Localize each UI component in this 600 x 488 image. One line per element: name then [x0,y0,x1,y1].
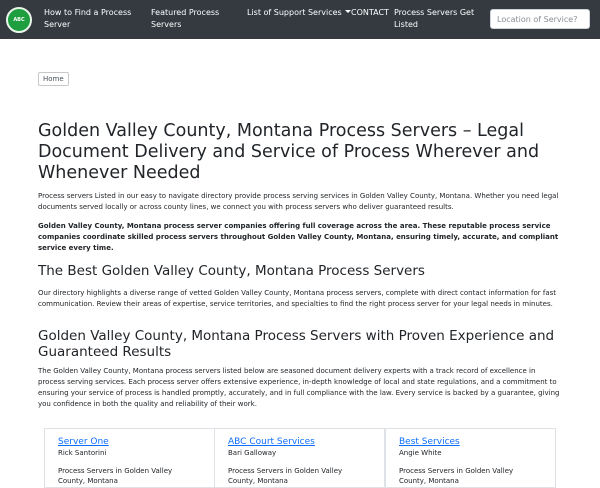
navbar [0,0,600,39]
directory-paragraph: Our directory highlights a diverse range of vetted Golden Valley County, Montana process servers, complete with direct contact information for fast communication. Review their areas of expertise, service territories, and specialties to find the right process server for your legal needs in minutes. [38,289,557,308]
breadcrumb-home[interactable]: Home [38,72,69,86]
bold-intro-paragraph: Golden Valley County, Montana process server companies offering full coverage across the area. These reputable process service companies coordinate skilled process servers throughout Golden Valley County, Montana, ensuring timely, accurate, and compliant service every time. [38,222,559,252]
intro-paragraph: Process servers Listed in our easy to navigate directory provide process serving services in Golden Valley County, Montana. Whether you need legal documents served locally or across county lines, we connect you with process servers who deliver guaranteed results. [38,192,559,211]
best-servers-heading: The Best Golden Valley County, Montana Process Servers [38,263,425,279]
server-card [385,428,556,488]
server-card [214,428,385,488]
server-card-link[interactable]: ABC Court Services [228,437,315,447]
page-title: Golden Valley County, Montana Process Servers – Legal Document Delivery and Service of Process Wherever and Whenever Needed [38,121,540,183]
nav-support-services-label: List of Support Services [247,8,342,17]
nav-support-services-dropdown[interactable] [247,7,351,19]
location-search-input[interactable] [490,9,590,29]
nav-contact[interactable]: CONTACT [351,8,389,17]
server-card-link[interactable]: Server One [58,437,109,447]
caret-down-icon [345,10,351,13]
experience-heading: Golden Valley County, Montana Process Servers with Proven Experience and Guaranteed Results [38,328,555,360]
server-card-contact: Rick Santorini [58,449,107,457]
experience-paragraph: The Golden Valley County, Montana process servers listed below are seasoned document delivery experts with a track record of excellence in process serving services. Each process server offers extensive experience, in-depth knowledge of local and state regulations, and a commitment to ensuring your service of process is handled promptly, accurately, and in full compliance with the law. Every service is backed by a guarantee, giving you confidence in both the quality and reliability of their work. [38,367,560,408]
server-card-contact: Angie White [399,449,442,457]
server-card-description: Process Servers in Golden Valley County, Montana [58,467,173,485]
server-card [44,428,215,488]
server-card-contact: Bari Galloway [228,449,277,457]
breadcrumb [38,66,69,86]
nav-featured-servers[interactable]: Featured Process Servers [151,8,220,29]
server-card-description: Process Servers in Golden Valley County, Montana [228,467,343,485]
logo-text: ABC [13,17,25,23]
site-logo[interactable] [6,7,32,33]
server-card-link[interactable]: Best Services [399,437,460,447]
nav-get-listed[interactable]: Process Servers Get Listed [394,8,475,29]
server-card-description: Process Servers in Golden Valley County, Montana [399,467,514,485]
nav-how-to-find[interactable]: How to Find a Process Server [44,8,132,29]
